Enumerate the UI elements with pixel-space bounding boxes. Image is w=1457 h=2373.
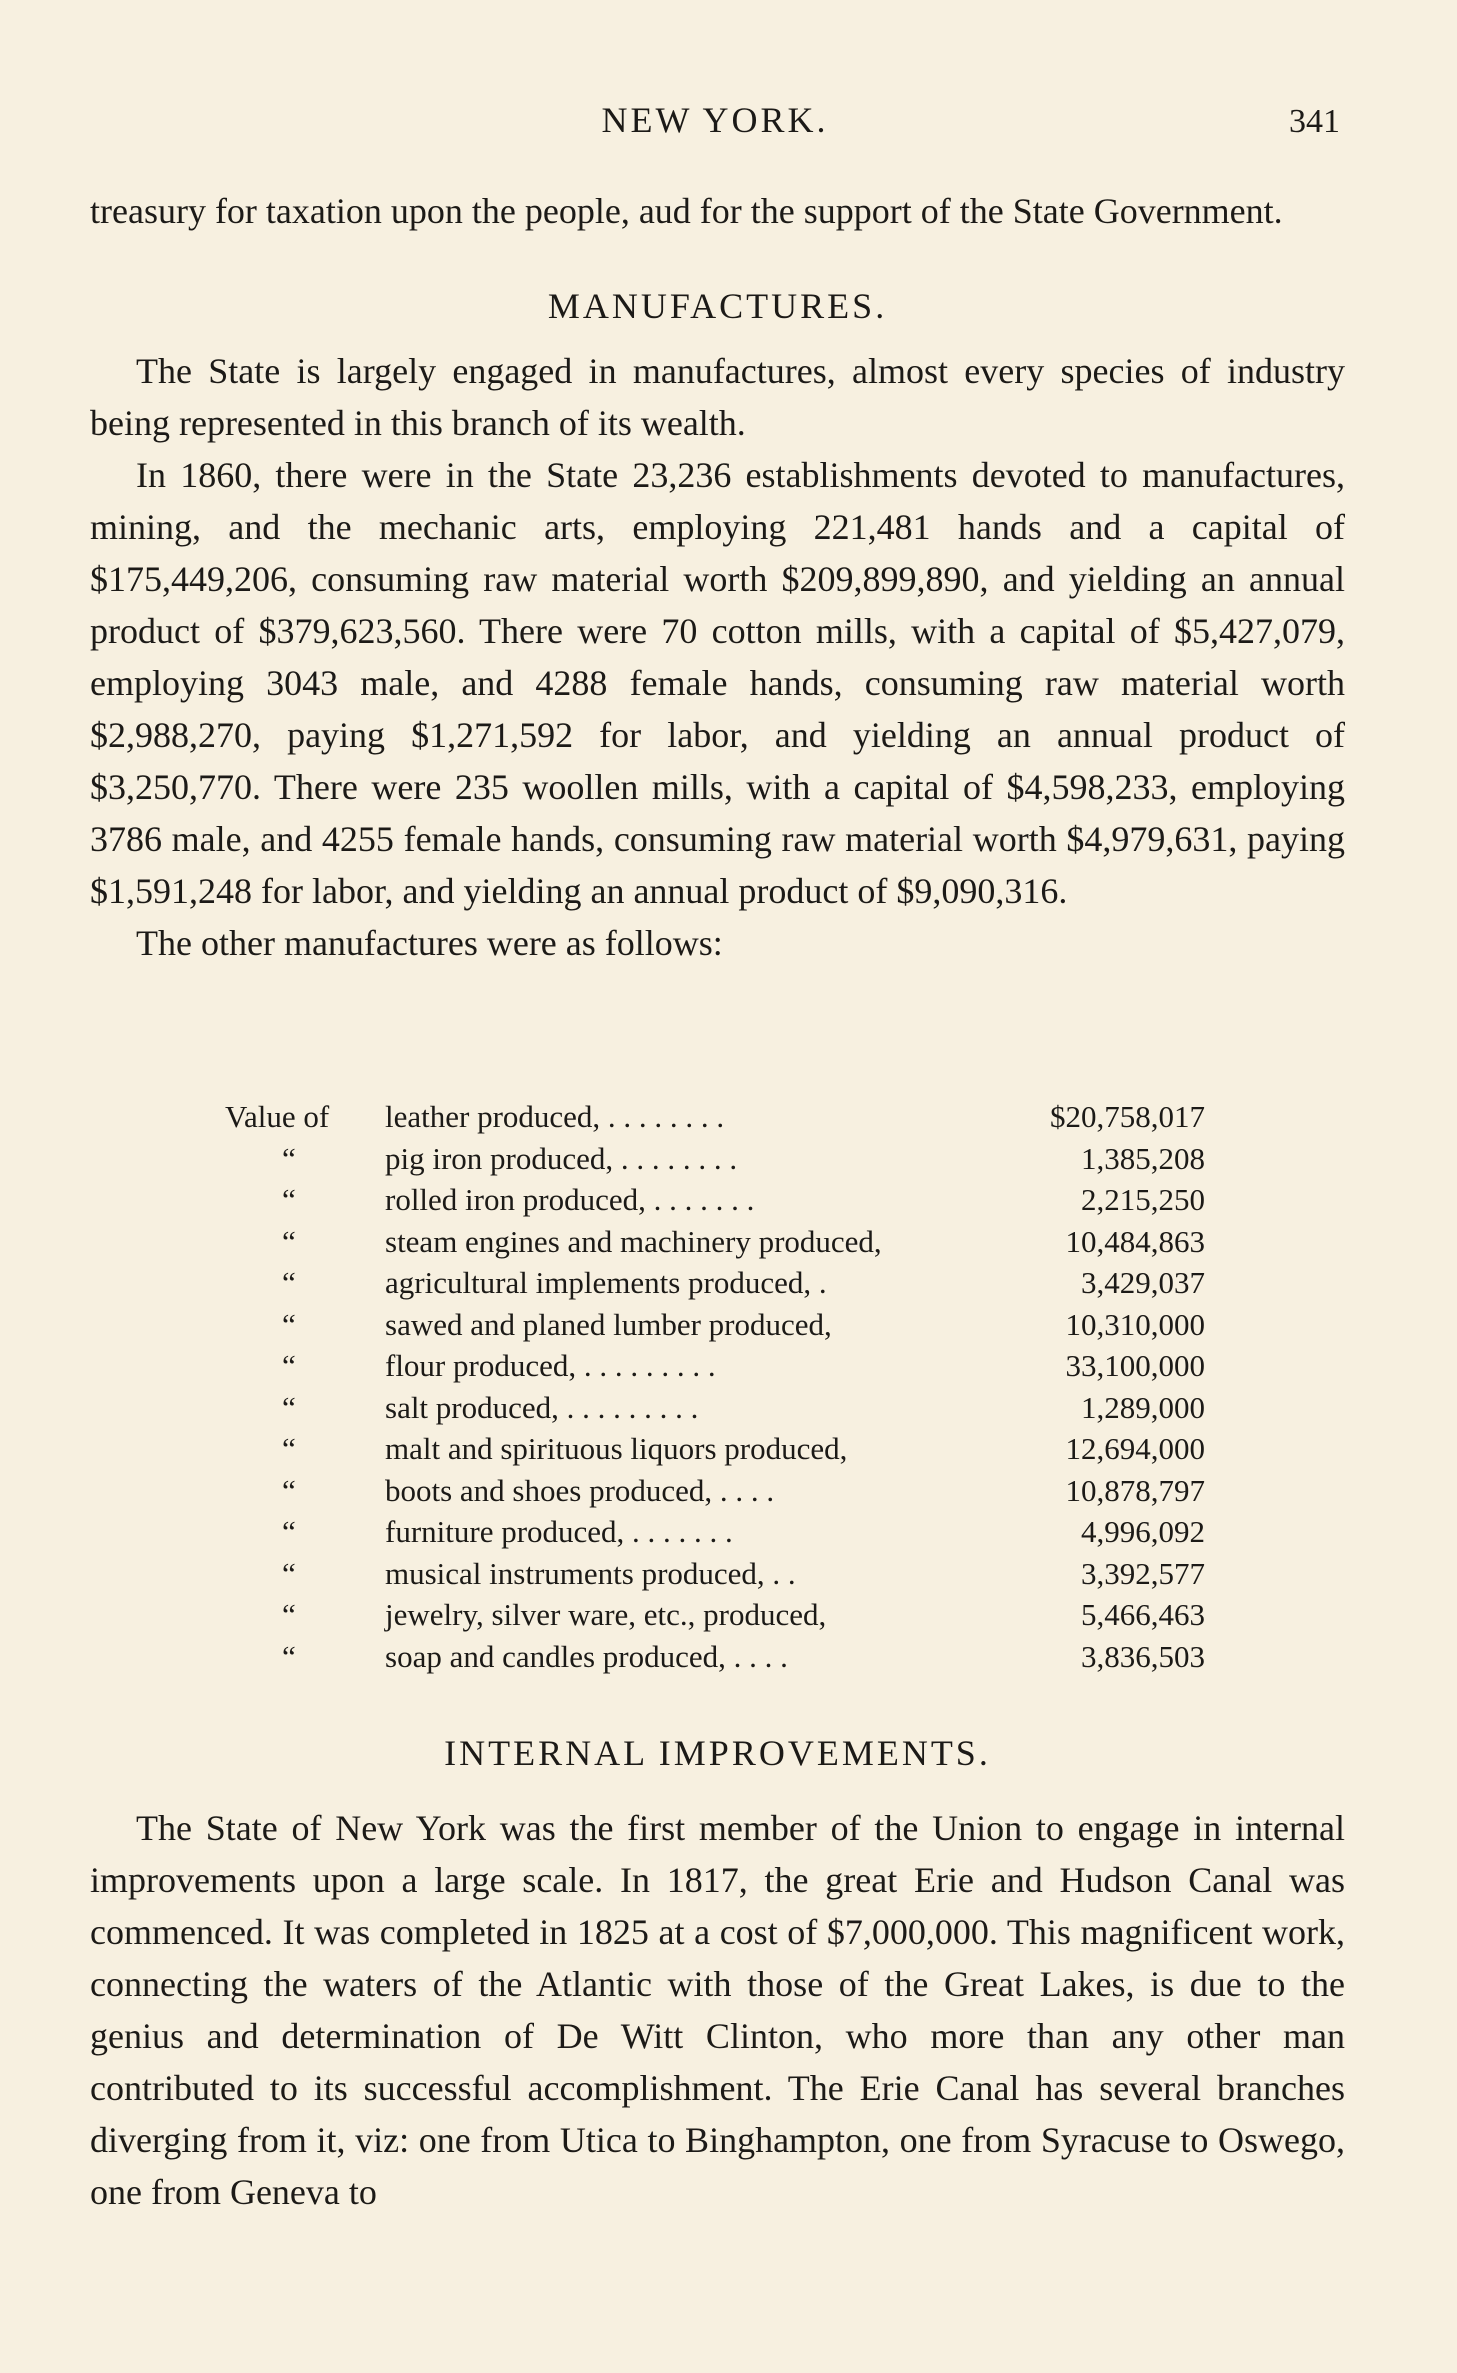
row-label: musical instruments produced, . . (385, 1555, 796, 1591)
row-label: sawed and planed lumber produced, (385, 1306, 832, 1342)
row-label: steam engines and machinery produced, (385, 1223, 882, 1259)
row-label: soap and candles produced, . . . . (385, 1638, 788, 1674)
ditto-mark: “ (282, 1389, 296, 1425)
row-value: 4,996,092 (1081, 1514, 1205, 1549)
row-label: agricultural implements produced, . (385, 1265, 827, 1300)
table-row (225, 1304, 1225, 1346)
row-label: salt produced, . . . . . . . . . (385, 1389, 699, 1425)
row-value: 3,392,577 (1081, 1555, 1205, 1591)
internal-improvements-text (90, 1802, 1345, 2218)
paragraph: The State is largely engaged in manufactures, almost every species of industry being represented in this branch of its wealth. (90, 351, 1345, 443)
row-value: 3,429,037 (1081, 1265, 1205, 1300)
ditto-mark: “ (282, 1348, 296, 1383)
ditto-mark: “ (282, 1182, 296, 1217)
table-row (225, 1345, 1225, 1387)
row-value: 1,385,208 (1081, 1140, 1205, 1176)
continued-paragraph (90, 185, 1345, 237)
ditto-mark: “ (282, 1223, 296, 1259)
row-prefix: Value of (225, 1099, 330, 1134)
row-label: malt and spirituous liquors produced, (385, 1431, 848, 1466)
row-value: 10,878,797 (1065, 1472, 1205, 1508)
table-row (225, 1553, 1225, 1595)
manufactures-table (225, 1096, 1225, 1677)
row-value: 2,215,250 (1081, 1182, 1205, 1217)
ditto-mark: “ (282, 1597, 296, 1632)
table-row (225, 1387, 1225, 1429)
manufactures-text (90, 345, 1345, 969)
row-value: 3,836,503 (1081, 1638, 1205, 1674)
row-label: rolled iron produced, . . . . . . . (385, 1182, 755, 1217)
row-value: 10,310,000 (1065, 1306, 1205, 1342)
ditto-mark: “ (282, 1140, 296, 1176)
section-heading-internal-improvements: INTERNAL IMPROVEMENTS. (444, 1733, 991, 1773)
row-value: 10,484,863 (1065, 1223, 1205, 1259)
ditto-mark: “ (282, 1472, 296, 1508)
table-row (225, 1138, 1225, 1180)
ditto-mark: “ (282, 1265, 296, 1300)
ditto-mark: “ (282, 1431, 296, 1466)
ditto-mark: “ (282, 1555, 296, 1591)
ditto-mark: “ (282, 1306, 296, 1342)
row-value: 5,466,463 (1081, 1597, 1205, 1632)
section-heading-manufactures: MANUFACTURES. (547, 286, 888, 326)
ditto-mark: “ (282, 1638, 296, 1674)
row-value: 1,289,000 (1081, 1389, 1205, 1425)
running-title: NEW YORK. (601, 100, 829, 140)
paragraph: The State of New York was the first member of the Union to engage in internal improvements upon a large scale. In 1817, the great Erie and Hudson Canal was commenced. It was completed in 1825 at a cost of $7,000,000. This magnificent work, connecting the waters of the Atlantic with those of the Great Lakes, is due to the genius and determination of De Witt Clinton, who more than any other man contributed to its successful accomplishment. The Erie Canal has several branches diverging from it, viz: one from Utica to Binghampton, one from Syracuse to Oswego, one from Geneva to (90, 1808, 1345, 2212)
table-row (225, 1179, 1225, 1221)
paragraph: In 1860, there were in the State 23,236 establishments devoted to manufactures, mining, and the mechanic arts, employing 221,481 hands and a capital of $175,449,206, consuming raw material worth $209,899,890, and yielding an annual product of $379,623,560. There were 70 cotton mills, with a capital of $5,427,079, employing 3043 male, and 4288 female hands, consuming raw material worth $2,988,270, paying $1,271,592 for labor, and yielding an annual product of $3,250,770. There were 235 woollen mills, with a capital of $4,598,233, employing 3786 male, and 4255 female hands, consuming raw material worth $4,979,631, paying $1,591,248 for labor, and yielding an annual product of $9,090,316. (90, 455, 1345, 911)
table-row (225, 1221, 1225, 1263)
row-label: pig iron produced, . . . . . . . . (385, 1140, 738, 1176)
table-row (225, 1470, 1225, 1512)
table-row (225, 1428, 1225, 1470)
page-number: 341 (1289, 103, 1340, 140)
row-label: furniture produced, . . . . . . . (385, 1514, 733, 1549)
row-value: 33,100,000 (1065, 1348, 1205, 1383)
ditto-mark: “ (282, 1514, 296, 1549)
row-value: $20,758,017 (1050, 1099, 1205, 1134)
table-row (225, 1636, 1225, 1678)
row-value: 12,694,000 (1065, 1431, 1205, 1466)
table-row (225, 1511, 1225, 1553)
table-row (225, 1594, 1225, 1636)
table-row (225, 1096, 1225, 1138)
paragraph: The other manufactures were as follows: (136, 923, 723, 963)
table-row (225, 1262, 1225, 1304)
row-label: boots and shoes produced, . . . . (385, 1472, 775, 1508)
row-label: jewelry, silver ware, etc., produced, (385, 1597, 827, 1632)
running-head (90, 95, 1340, 155)
row-label: leather produced, . . . . . . . . (385, 1099, 725, 1134)
row-label: flour produced, . . . . . . . . . (385, 1348, 716, 1383)
paragraph: treasury for taxation upon the people, aud for the support of the State Government. (90, 191, 1283, 231)
